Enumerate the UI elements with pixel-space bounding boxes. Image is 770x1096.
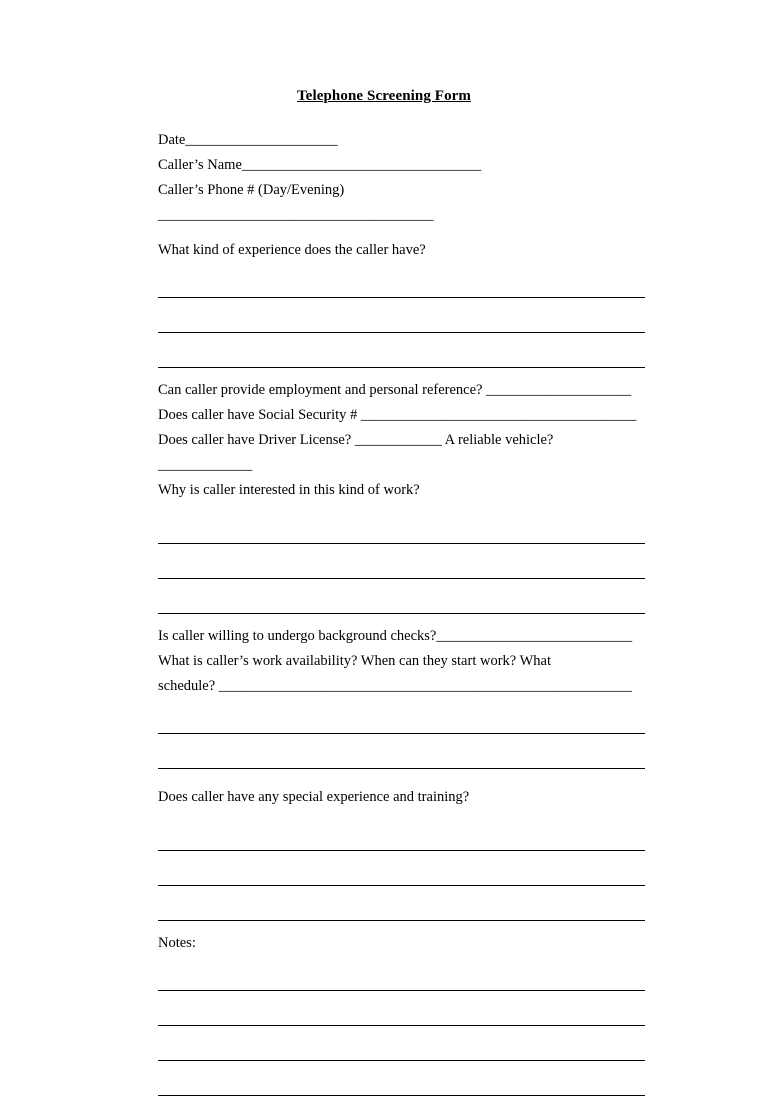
spacer [158, 228, 645, 238]
answer-line-experience-1 [158, 273, 645, 298]
field-caller-phone-label: Caller’s Phone # (Day/Evening) [158, 182, 345, 198]
page-title: Telephone Screening Form [296, 88, 472, 104]
spacer [158, 991, 645, 1001]
spacer [158, 298, 645, 308]
question-special-experience: Does caller have any special experience and training? [158, 789, 470, 805]
answer-line-why-3 [158, 589, 645, 614]
field-date: Date_____________________ [158, 132, 338, 148]
answer-line-experience-2 [158, 308, 645, 333]
answer-line-why-2 [158, 554, 645, 579]
spacer [158, 1061, 645, 1071]
answer-line-availability-2 [158, 744, 645, 769]
answer-line-notes-3 [158, 1036, 645, 1061]
question-availability-line-2: schedule? _________________________________________________________ [158, 678, 633, 694]
question-why-interested: Why is caller interested in this kind of work? [158, 482, 420, 498]
answer-line-availability-1 [158, 709, 645, 734]
answer-line-notes-4 [158, 1071, 645, 1096]
answer-line-special-3 [158, 896, 645, 921]
label-notes: Notes: [158, 935, 196, 951]
spacer [158, 956, 645, 966]
spacer [158, 921, 645, 931]
spacer [158, 263, 645, 273]
spacer [158, 614, 645, 624]
answer-line-why-1 [158, 519, 645, 544]
field-caller-phone-rule: ______________________________________ [158, 207, 434, 223]
answer-line-notes-2 [158, 1001, 645, 1026]
spacer [158, 544, 645, 554]
answer-line-special-2 [158, 861, 645, 886]
question-experience: What kind of experience does the caller have? [158, 242, 426, 258]
answer-line-special-1 [158, 826, 645, 851]
spacer [158, 810, 645, 826]
answer-line-experience-3 [158, 343, 645, 368]
spacer [158, 734, 645, 744]
field-caller-name: Caller’s Name_________________________________ [158, 157, 482, 173]
spacer [158, 579, 645, 589]
spacer [158, 851, 645, 861]
question-background-checks: Is caller willing to undergo background checks?___________________________ [158, 628, 633, 644]
answer-line-notes-1 [158, 966, 645, 991]
spacer [158, 503, 645, 519]
question-social-security: Does caller have Social Security # ______________________________________ [158, 407, 637, 423]
spacer [158, 769, 645, 785]
spacer [158, 333, 645, 343]
spacer [158, 368, 645, 378]
question-driver-license: Does caller have Driver License? ____________ A reliable vehicle?_____________ [158, 432, 554, 473]
spacer [158, 699, 645, 709]
spacer [158, 886, 645, 896]
spacer [158, 1026, 645, 1036]
question-availability-line-1: What is caller’s work availability? When can they start work? What [158, 653, 551, 669]
question-references: Can caller provide employment and personal reference? ____________________ [158, 382, 632, 398]
